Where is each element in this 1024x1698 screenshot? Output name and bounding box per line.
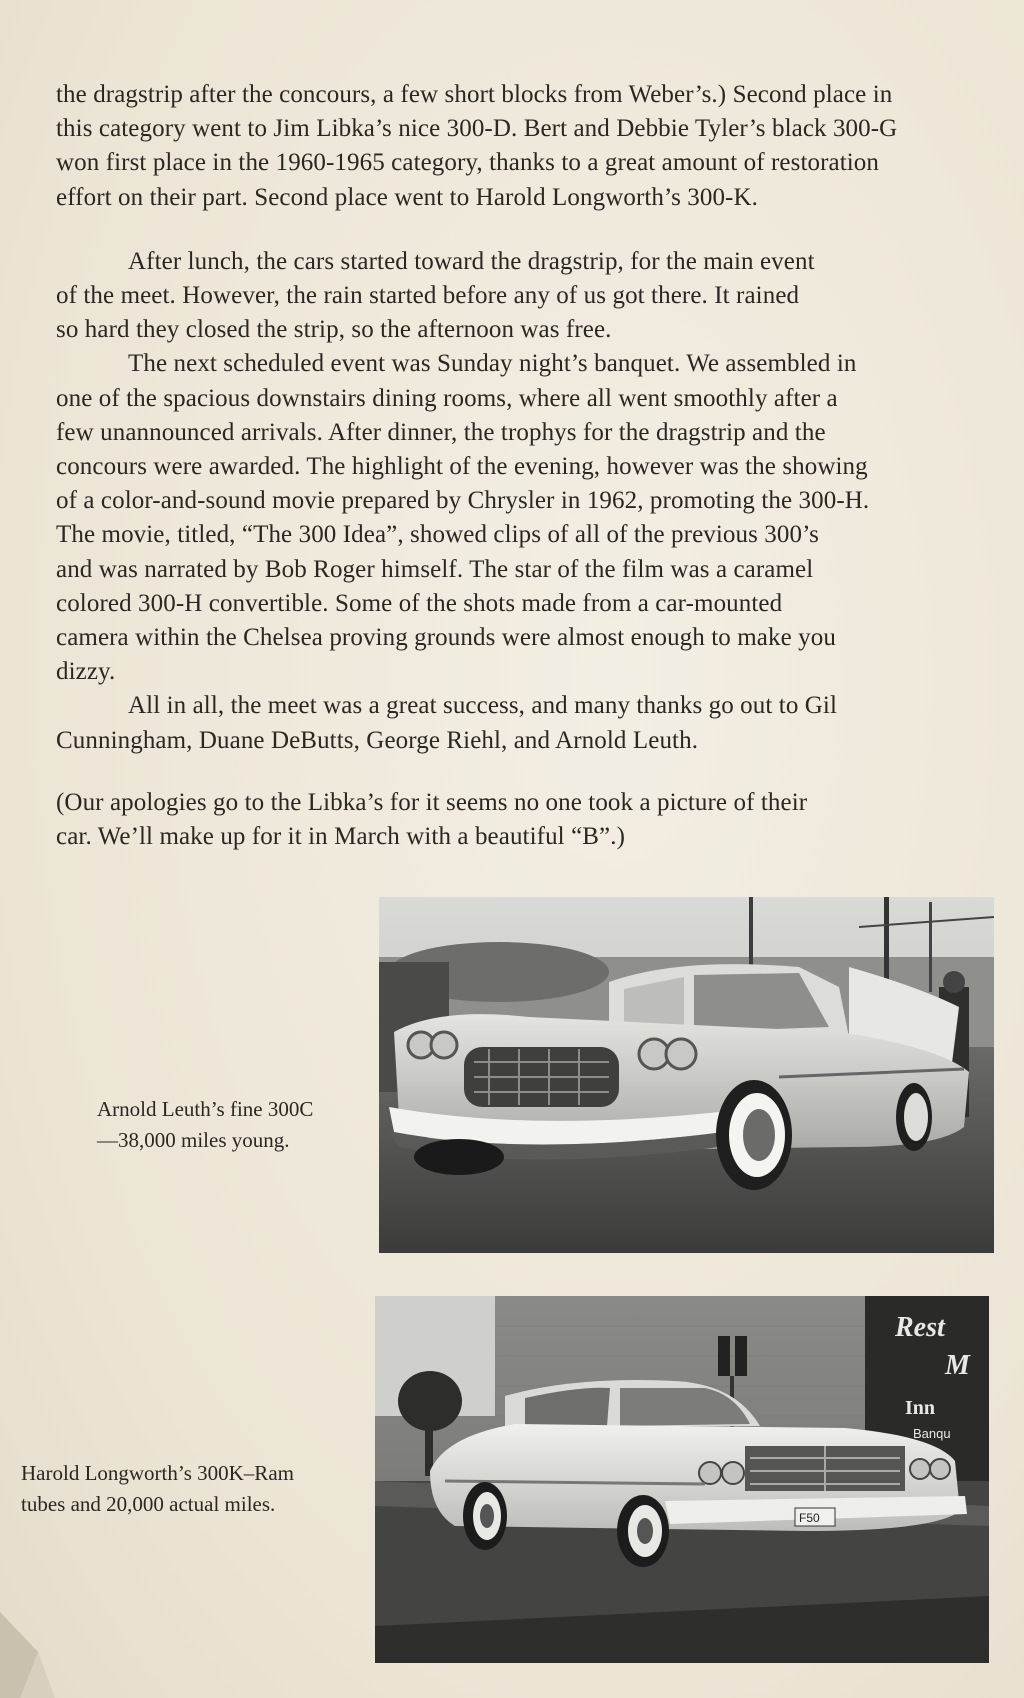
restaurant-sign-text: Banqu	[913, 1426, 951, 1441]
text-line: The movie, titled, “The 300 Idea”, showed clips of all of the previous 300’s	[56, 521, 819, 549]
caption-300c	[97, 1094, 313, 1156]
text-line: and was narrated by Bob Roger himself. The star of the film was a caramel	[56, 555, 814, 583]
text-line: won first place in the 1960-1965 category, thanks to a great amount of restoration	[56, 149, 880, 177]
paragraph-4	[56, 689, 1016, 757]
text-line: of the meet. However, the rain started before any of us got there. It rained	[56, 282, 800, 310]
text-line: car. We’ll make up for it in March with a beautiful “B”.)	[56, 823, 626, 851]
car-300c-image	[379, 897, 994, 1253]
license-plate-text: F50	[799, 1511, 820, 1525]
paragraph-2	[56, 245, 1016, 348]
caption-300k	[21, 1458, 294, 1520]
text-line: colored 300-H convertible. Some of the shots made from a car-mounted	[56, 589, 783, 617]
restaurant-sign-text: M	[945, 1350, 970, 1381]
caption-line: —38,000 miles young.	[97, 1128, 290, 1152]
text-line: this category went to Jim Libka’s nice 300-D. Bert and Debbie Tyler’s black 300-G	[56, 115, 898, 143]
caption-line: Arnold Leuth’s fine 300C	[97, 1097, 314, 1121]
text-line: so hard they closed the strip, so the afternoon was free.	[56, 316, 612, 344]
caption-line: tubes and 20,000 actual miles.	[21, 1492, 276, 1516]
paragraph-1	[56, 78, 1016, 215]
car-300k-image	[375, 1296, 989, 1663]
article-body	[56, 78, 1016, 854]
text-line: (Our apologies go to the Libka’s for it seems no one took a picture of their	[56, 788, 808, 816]
restaurant-sign-text: Rest	[895, 1312, 945, 1343]
text-line: After lunch, the cars started toward the dragstrip, for the main event	[128, 247, 815, 275]
apology-note	[56, 786, 1016, 854]
text-line: concours were awarded. The highlight of the evening, however was the showing	[56, 453, 868, 481]
text-line: All in all, the meet was a great success, and many thanks go out to Gil	[128, 692, 838, 720]
photo-300k	[375, 1296, 989, 1663]
text-line: dizzy.	[56, 658, 116, 686]
text-line: effort on their part. Second place went to Harold Longworth’s 300-K.	[56, 183, 758, 211]
caption-line: Harold Longworth’s 300K–Ram	[21, 1461, 294, 1485]
text-line: one of the spacious downstairs dining rooms, where all went smoothly after a	[56, 384, 838, 412]
text-line: of a color-and-sound movie prepared by Chrysler in 1962, promoting the 300-H.	[56, 487, 870, 515]
page-corner-fold	[0, 1612, 60, 1698]
paragraph-gap	[56, 215, 1016, 245]
text-line: Cunningham, Duane DeButts, George Riehl, and Arnold Leuth.	[56, 726, 699, 754]
restaurant-sign-text: Inn	[905, 1397, 936, 1419]
paragraph-3	[56, 347, 1016, 689]
text-line: the dragstrip after the concours, a few short blocks from Weber’s.) Second place in	[56, 81, 893, 108]
text-line: few unannounced arrivals. After dinner, the trophys for the dragstrip and the	[56, 418, 826, 446]
text-line: camera within the Chelsea proving grounds were almost enough to make you	[56, 624, 836, 652]
photo-300c	[379, 897, 994, 1253]
text-line: The next scheduled event was Sunday night’s banquet. We assembled in	[128, 350, 857, 378]
